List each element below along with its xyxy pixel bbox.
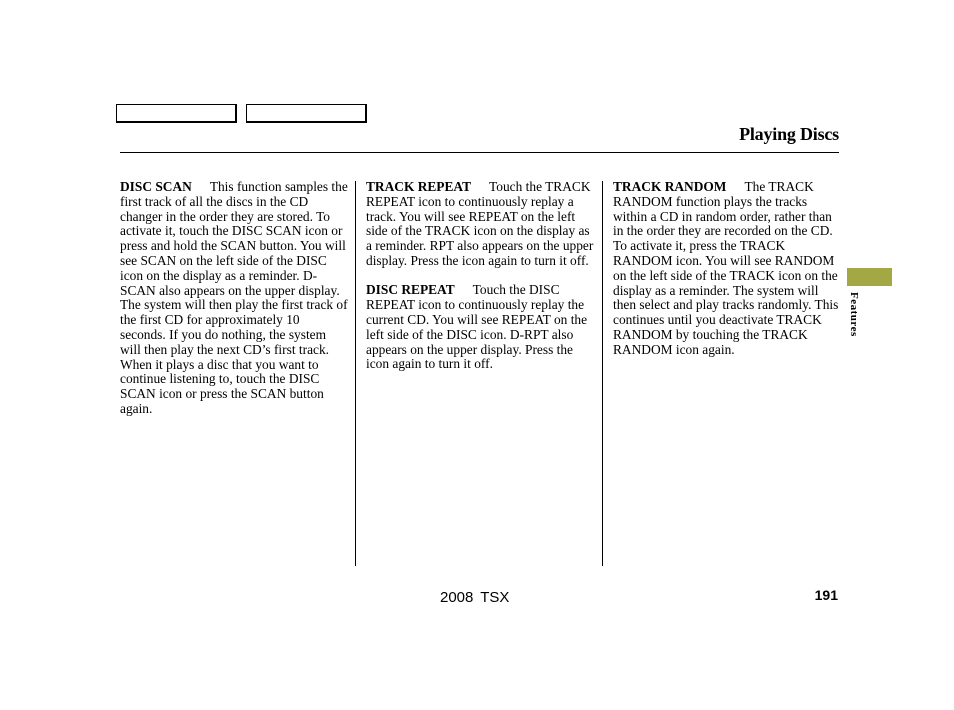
column-divider bbox=[602, 181, 603, 566]
nav-button-next[interactable] bbox=[246, 104, 367, 123]
page-number: 191 bbox=[814, 587, 838, 603]
section-tab-label: Features bbox=[848, 292, 860, 337]
disc-scan-body: This function samples the first track of all the discs in the CD changer in the order they are stored. To activate it, touch the DISC SCAN icon or press and hold the SCAN button. You will see SCAN on the left side of the DISC icon on the display as a reminder. D-SCAN also appears on the upper display. The system will then play the first track of the first CD for approximately 10 seconds. If you do nothing, the system will then play the next CD’s first track. When it plays a disc that you want to continue listening to, touch the DISC SCAN icon or press the SCAN button again. bbox=[120, 179, 348, 416]
section-tab[interactable] bbox=[847, 268, 892, 286]
disc-repeat-paragraph bbox=[366, 283, 594, 372]
track-repeat-body: Touch the TRACK REPEAT icon to continuously replay a track. You will see REPEAT on the left side of the TRACK icon on the display as a reminder. RPT also appears on the upper display. Press the icon again to turn it off. bbox=[366, 179, 594, 268]
disc-repeat-body: Touch the DISC REPEAT icon to continuously replay the current CD. You will see REPEAT on the left side of the DISC icon. D-RPT also appears on the upper display. Press the icon again to turn it off. bbox=[366, 282, 588, 372]
track-repeat-heading: TRACK REPEAT bbox=[366, 179, 472, 194]
disc-scan-paragraph bbox=[120, 180, 348, 417]
page-title: Playing Discs bbox=[739, 124, 839, 144]
track-repeat-paragraph bbox=[366, 180, 594, 269]
footer-model: 2008 TSX bbox=[440, 589, 510, 606]
disc-scan-heading: DISC SCAN bbox=[120, 179, 192, 194]
track-random-heading: TRACK RANDOM bbox=[613, 179, 727, 194]
disc-repeat-heading: DISC REPEAT bbox=[366, 282, 455, 298]
title-rule bbox=[120, 152, 839, 153]
column-1 bbox=[120, 180, 348, 431]
track-random-paragraph bbox=[613, 180, 841, 358]
nav-button-previous[interactable] bbox=[116, 104, 237, 123]
column-3 bbox=[613, 180, 841, 372]
column-2 bbox=[366, 180, 594, 387]
track-random-body: The TRACK RANDOM function plays the tracks within a CD in random order, rather than in the order they are recorded on the CD. To activate it, press the TRACK RANDOM icon. You will see RANDOM on the left side of the TRACK icon on the display as a reminder. The system will then select and play tracks randomly. This continues until you deactivate TRACK RANDOM by touching the TRACK RANDOM icon again. bbox=[613, 179, 839, 357]
column-divider bbox=[355, 181, 356, 566]
